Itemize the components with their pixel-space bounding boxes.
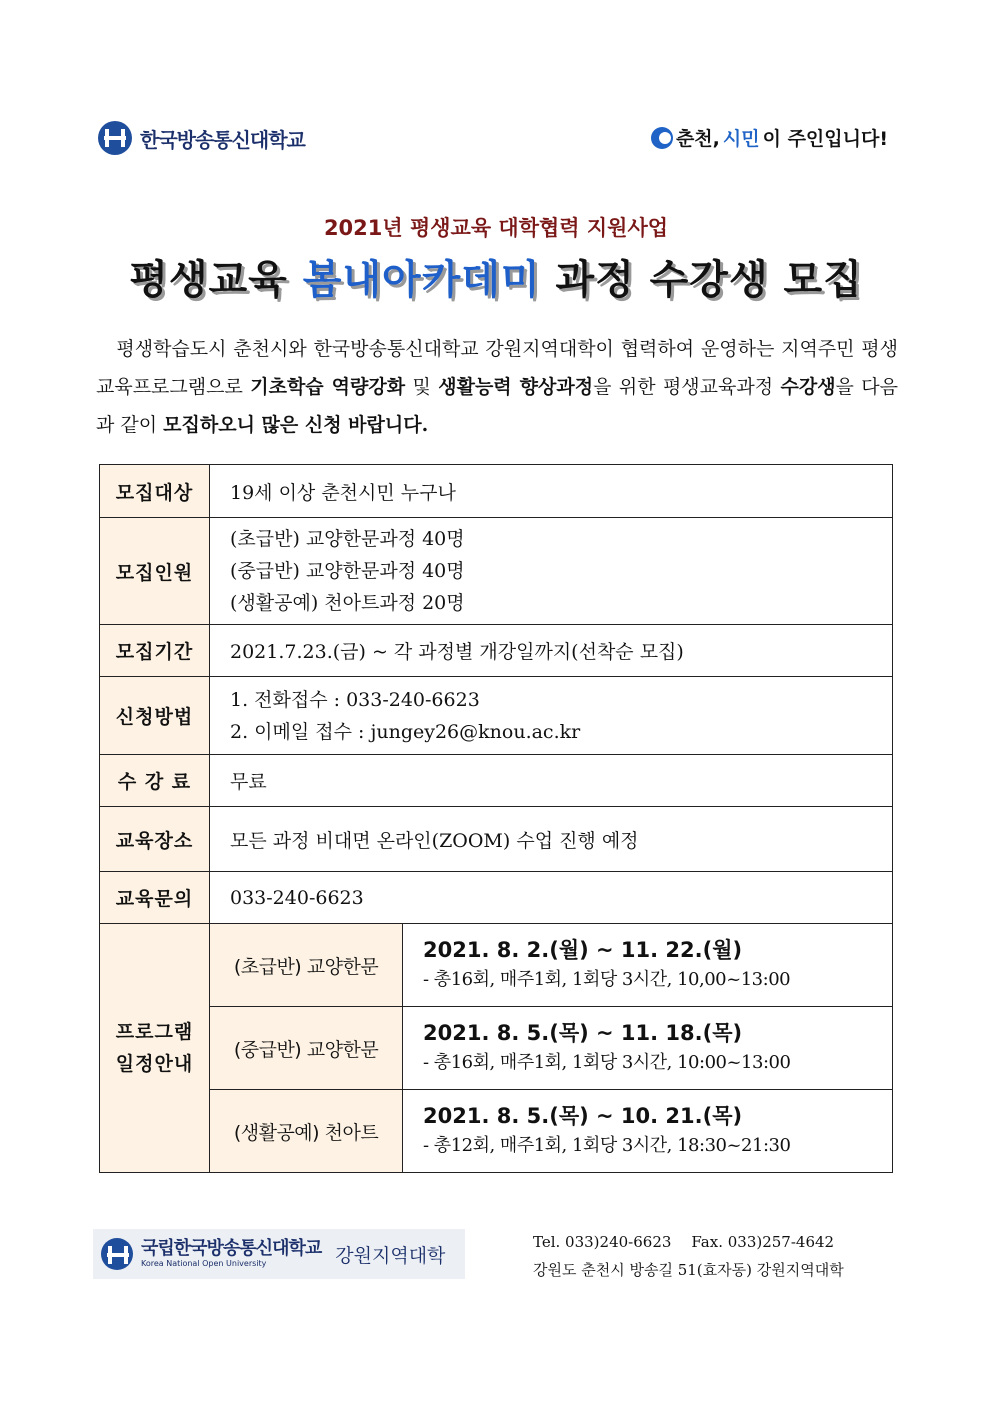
slogan-part-a: 춘천, [675,128,720,150]
table-row-place [100,807,893,872]
program-schedule: - 총12회, 매주1회, 1회당 3시간, 18:30~21:30 [423,1135,791,1156]
row-value [210,518,893,625]
program-detail [403,924,893,1007]
row-value: 무료 [210,755,893,807]
program-schedule: - 총16회, 매주1회, 1회당 3시간, 10,00~13:00 [423,969,791,990]
table-row-program [100,1007,893,1090]
table-row-target [100,465,893,518]
program-date: 2021. 8. 5.(목) ~ 10. 21.(목) [423,1104,743,1128]
apply-line: 1. 전화접수 : 033-240-6623 [230,688,480,711]
intro-text-1: 평생학습도시 춘천시와 한국방송통신대학교 강원지역대학이 협력하여 운영하는 지역주민 평생교육프로그램으로 [96,338,898,398]
program-label [100,924,210,1173]
row-label: 교육장소 [100,807,210,872]
intro-bold-3: 수강생 [780,376,836,398]
program-date: 2021. 8. 2.(월) ~ 11. 22.(월) [423,938,743,962]
program-label-line: 일정안내 [115,1053,194,1075]
table-row-period [100,625,893,677]
row-value: 2021.7.23.(금) ~ 각 과정별 개강일까지(선착순 모집) [210,625,893,677]
row-label: 모집인원 [100,518,210,625]
program-detail [403,1090,893,1173]
table-row-inquiry [100,872,893,924]
knou-logo [98,121,305,155]
row-label: 모집기간 [100,625,210,677]
footer-fax: Fax. 033)257-4642 [691,1233,835,1251]
title-highlight: 봄내아카데미 [302,257,541,303]
row-value: 19세 이상 춘천시민 누구나 [210,465,893,518]
row-value [210,677,893,755]
row-label: 모집대상 [100,465,210,518]
intro-text-3: 을 위한 평생교육과정 [593,376,781,398]
table-row-program [100,1090,893,1173]
row-label: 교육문의 [100,872,210,924]
program-name: (중급반) 교양한문 [210,1007,403,1090]
footer-tel: Tel. 033)240-6623 [533,1233,672,1251]
knou-emblem-icon [101,1238,133,1270]
table-row-quota [100,518,893,625]
page-subtitle: 2021년 평생교육 대학협력 지원사업 [323,216,669,240]
slogan-part-c: 이 주인입니다! [762,128,888,150]
program-label-line: 프로그램 [115,1021,194,1043]
footer-logo-english: Korea National Open University [141,1259,267,1268]
footer-knou-logo [93,1229,465,1279]
footer-address: 강원도 춘천시 방송길 51(효자동) 강원지역대학 [533,1261,844,1279]
row-label: 수 강 료 [100,755,210,807]
intro-bold-4: 모집하오니 많은 신청 바랍니다. [163,414,429,436]
row-label: 신청방법 [100,677,210,755]
knou-emblem-icon [98,121,132,155]
knou-logo-text: 한국방송통신대학교 [140,127,305,152]
row-value: 모든 과정 비대면 온라인(ZOOM) 수업 진행 예정 [210,807,893,872]
info-table [99,464,893,1173]
page-title [0,248,992,305]
title-part1: 평생교육 [129,257,303,303]
program-date: 2021. 8. 5.(목) ~ 11. 18.(목) [423,1021,743,1045]
table-row-program [100,924,893,1007]
intro-bold-2: 생활능력 향상과정 [438,376,594,398]
program-detail [403,1007,893,1090]
footer-region-name: 강원지역대학 [335,1244,446,1267]
program-name: (초급반) 교양한문 [210,924,403,1007]
quota-line: (중급반) 교양한문과정 40명 [230,560,465,582]
apply-line: 2. 이메일 접수 : jungey26@knou.ac.kr [230,720,581,743]
footer-logo-korean: 국립한국방송통신대학교 [141,1238,322,1259]
intro-bold-1: 기초학습 역량강화 [250,376,406,398]
footer-phone-line [533,1228,844,1256]
quota-line: (초급반) 교양한문과정 40명 [230,528,465,550]
intro-text-4: 을 다음과 같이 [96,376,899,436]
program-schedule: - 총16회, 매주1회, 1회당 3시간, 10:00~13:00 [423,1052,791,1073]
table-row-fee [100,755,893,807]
chuncheon-c-icon [651,127,673,149]
chuncheon-slogan-logo [651,124,888,151]
program-name: (생활공예) 천아트 [210,1090,403,1173]
intro-paragraph [96,330,898,444]
slogan-part-b: 시민 [722,128,760,150]
footer-contact [533,1228,844,1284]
table-row-apply [100,677,893,755]
intro-text-2: 및 [405,376,439,398]
footer-logo-wordmark [141,1239,321,1269]
title-part2: 과정 수강생 모집 [540,257,863,303]
row-value: 033-240-6623 [210,872,893,924]
quota-line: (생활공예) 천아트과정 20명 [230,592,465,614]
